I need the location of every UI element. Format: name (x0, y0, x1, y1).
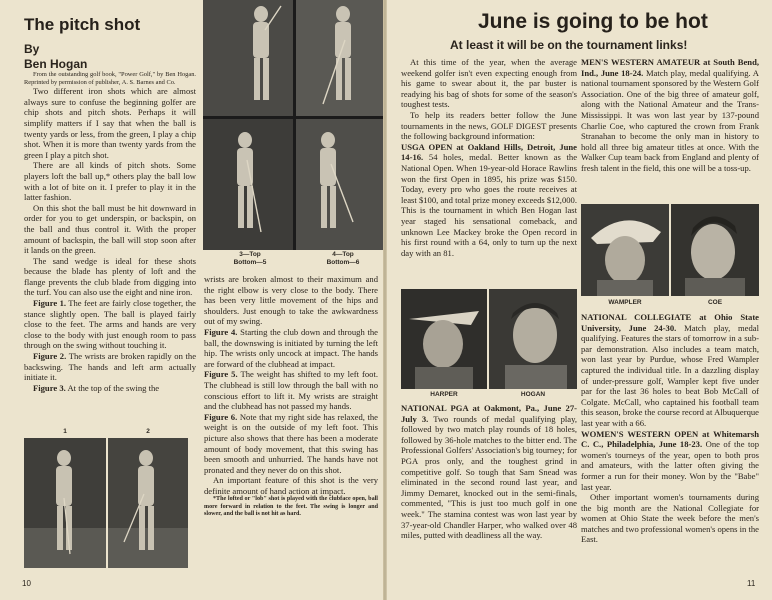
event-womens-western-open: WOMEN'S WESTERN OPEN at Whitemarsh C. C., Philadelphia, June 18-23. One of the top women's tourneys of the year, open to both pros and amateurs, with the latter often giving the former a run for their money. Won by the "Babe" last year. (581, 428, 759, 492)
left-column-1 (24, 71, 196, 424)
right-column-2-bottom (581, 312, 759, 570)
swing-photo-grid (203, 0, 385, 250)
article-subtitle: At least it will be on the tournament links! (450, 38, 688, 52)
swing-photos-top (203, 0, 385, 250)
photo-wampler (581, 204, 669, 296)
figure-3-text: Figure 3. At the top of the swing the (33, 382, 160, 393)
paragraph: Other important women's tournaments during the big month are the National Collegiate for women at Ohio State the week before the men's matches and two professional women's opens in the East. (581, 492, 759, 545)
photo-label-1: 1 (63, 428, 67, 435)
paragraph: wrists are broken almost to their maximum and the right elbow is very close to the body. There has been very little movement of the hips and shoulders. Just enough to take the awkwardness out of my swing. (204, 274, 378, 327)
footnote: *The lofted or "lob" shot is played with the clubface open, ball more forward in relation to the feet. The swing is longer and slower, and the ball is not hit as hard. (204, 496, 378, 517)
event-national-collegiate: NATIONAL COLLEGIATE at Ohio State University, June 24-30. Match play, medal qualifying. Features the stars of tomorrow in a sub-par demonstration. Also includes a team match, won last year by Purdue, whose Fred Wampler captured the individual title. In a dazzling display of under-pressure golf, Wampler kept five under par for the last 36 holes to beat Bob McCall of Colgate. McCall, who captained his football team this season, broke the course record at Albuquerque last year with a 66. (581, 312, 759, 428)
golfer-figure-2 (108, 438, 188, 568)
golfer-figure-1 (24, 438, 106, 568)
right-column-1-bottom (401, 403, 577, 569)
portrait-harper (401, 289, 487, 389)
portrait-coe (671, 204, 759, 296)
figure-6-text: Figure 6. Note that my right side has relaxed, the weight is on the outside of my left foot. This picture also shows that there has been a moderate amount of body movement, that this swing has been smooth and unhurried. The hands have not pronated and they never do on this shot. (204, 411, 378, 475)
photo-label-2: 2 (146, 428, 150, 435)
left-page (0, 0, 383, 600)
left-column-2 (204, 274, 378, 584)
photo-caption-4-6: 4—Top Bottom—6 (326, 251, 360, 266)
photo-harper (401, 289, 487, 389)
article-title: The pitch shot (24, 15, 141, 34)
figure-4-text: Figure 4. Starting the club down and through the ball, the downswing is initiated by turning the left hip. The wrists only uncock at impact. The hands are forward of the clubhead at impact. (204, 326, 378, 369)
page-number-left: 10 (22, 579, 31, 588)
right-page (387, 0, 772, 600)
event-western-amateur: MEN'S WESTERN AMATEUR at South Bend, Ind., June 18-24. Match play, medal qualifying. A national tournament sponsored by the Western Golf Association. One of the big three of amateur golf, along with the National Amateur and the Trans-Mississippi. It was won last year by 137-pound Charlie Coe, who captured the crown from Frank Stranahan to become the only man in history to hold all three big amateur titles at once. With the Walker Cup team back from England and plenty of fresh talent in the field, this one will be a toss-up. (581, 57, 759, 173)
photo-coe (671, 204, 759, 296)
author-name: Ben Hogan (24, 57, 88, 71)
paragraph: An important feature of this shot is the very definite amount of hand action at impact. (204, 475, 378, 496)
photo-hogan (489, 289, 577, 389)
caption-coe: COE (707, 299, 723, 306)
swing-photo-1 (24, 438, 106, 568)
caption-wampler: WAMPLER (608, 299, 642, 306)
right-column-1-top (401, 57, 577, 289)
paragraph: On this shot the ball must be hit downward in order for you to get underspin, or backspin, on the ball and thus control it. With the proper amount of backspin, the ball will stop soon after it lands on the green. (24, 202, 196, 256)
event-national-pga: NATIONAL PGA at Oakmont, Pa., June 27-July 3. Two rounds of medal qualifying play, followed by two match play rounds of 18 holes, followed by 36-hole matches to the bitter end. The Professional Golfers' Association's big tourney; for PGA pros only, and the toughest grind in competitive golf. So tough that Sam Snead was eliminated in the second round last year, and Jimmy Demaret, knocked out in the semi-finals, commented, "This is just too much golf in one week." The stamina contest was won last year by 37-year-old Chandler Harper, who walked over 48 miles, putted with deadliness all the way. (401, 403, 577, 541)
paragraph: The sand wedge is ideal for these shots because the blade has plenty of loft and the flange prevents the club blade from digging into the turf. You can also use the eight and nine iron. (24, 255, 196, 298)
byline-prefix: By (24, 42, 40, 56)
photo-caption-3-5: 3—Top Bottom—5 (233, 251, 267, 266)
paragraph: There are all kinds of pitch shots. Some players loft the ball up,* others play the ball low with a lot of bite on it. I prefer to play it in the latter fashion. (24, 160, 196, 203)
credit-line: From the outstanding golf book, "Power Golf," by Ben Hogan. Reprinted by permission of publisher, A. S. Barnes and Co. (24, 71, 196, 86)
portrait-wampler (581, 204, 669, 296)
figure-1-text: Figure 1. The feet are fairly close together, the stance slightly open. The ball is played fairly close to the feet. The arms and hands are very close to the body with just enough room to pass through on the swing without touching it. (24, 298, 196, 351)
caption-harper: HARPER (430, 391, 458, 398)
right-column-2-top (581, 57, 759, 201)
figure-2-text: Figure 2. The wrists are broken rapidly on the backswing. The hands and left arm actually initiate it. (24, 351, 196, 383)
figure-5-text: Figure 5. The weight has shifted to my left foot. The clubhead is still low through the ball with no conscious effort to lift it. My wrists are straight and the clubhead has not passed my hands. (204, 369, 378, 412)
paragraph: Two different iron shots which are almost always sure to confuse the beginning golfer are chip shots and pitch shots. Perhaps it will simplify matters if I say that when the ball is twenty yards or less, from the green, I play a chip shot. When it is more than twenty yards from the green I play a pitch shot. (24, 86, 196, 160)
portrait-hogan (489, 289, 577, 389)
event-usga-open: USGA OPEN at Oakland Hills, Detroit, June 14-16. 54 holes, medal. Better known as the National Open. When 19-year-old Horace Rawlins won the first Open in 1895, his prize was $150. Today, every pro who goes the route receives at least $100, and total prize money exceeds $12,000. This is the tournament in which Ben Hogan last year staged his sensational comeback, and unknown Lee Mackey broke the Open record in his first round with a 64, only to turn up the next day with an 81. (401, 141, 577, 258)
swing-photo-2 (108, 438, 188, 568)
article-title: June is going to be hot (478, 10, 708, 33)
paragraph: To help its readers better follow the June tournaments in the news, GOLF DIGEST presents the following background information: (401, 109, 577, 142)
paragraph: At this time of the year, when the average weekend golfer isn't even expecting enough from his game to swear about it, the par buster is readying his bag of shots for some of the season's toughest tests. (401, 57, 577, 110)
page-number-right: 11 (747, 579, 756, 588)
caption-hogan: HOGAN (520, 391, 546, 398)
